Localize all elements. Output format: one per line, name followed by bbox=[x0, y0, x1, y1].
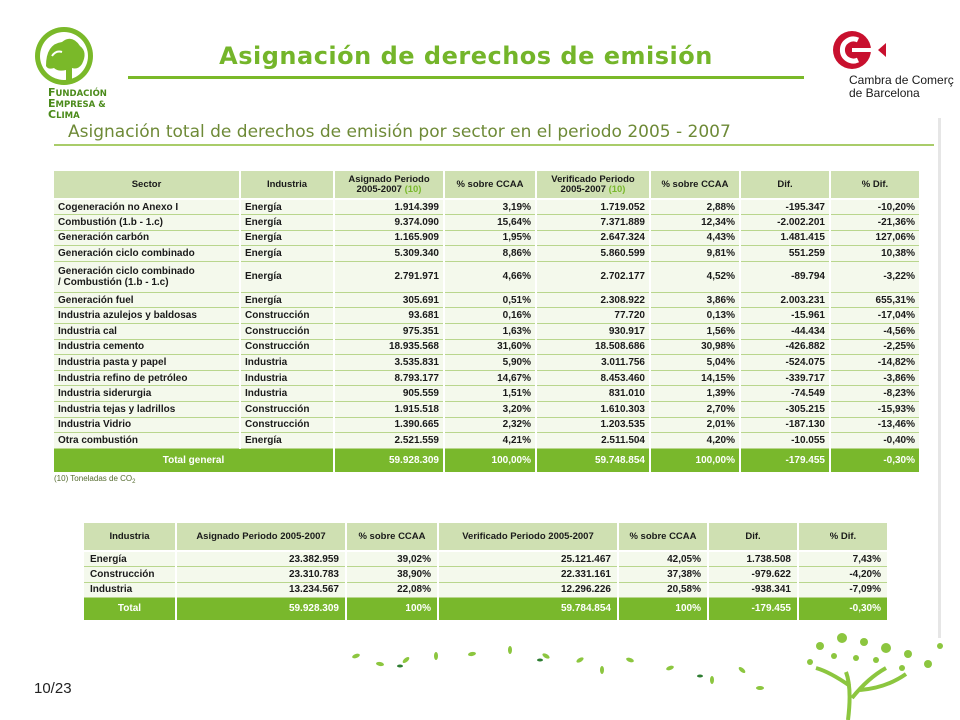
cell-sector: Cogeneración no Anexo I bbox=[54, 199, 240, 215]
cell-dif: -15.961 bbox=[740, 308, 830, 324]
industry-table bbox=[84, 523, 889, 620]
cell-asignado: 1.915.518 bbox=[334, 402, 444, 418]
cell-pct-ccaa: 31,60% bbox=[444, 339, 536, 355]
cell-pct-ccaa-verificado: 42,05% bbox=[618, 551, 708, 567]
cell-pct-dif: 127,06% bbox=[830, 230, 920, 246]
total-dif: -179.455 bbox=[708, 598, 798, 620]
header-asignado: Asignado Periodo 2005-2007 bbox=[176, 523, 346, 551]
cell-dif: -938.341 bbox=[708, 582, 798, 598]
cell-pct-dif: -13,46% bbox=[830, 417, 920, 433]
cell-pct-ccaa: 8,86% bbox=[444, 246, 536, 262]
cell-pct-ccaa-verificado: 30,98% bbox=[650, 339, 740, 355]
cell-dif: 1.738.508 bbox=[708, 551, 798, 567]
cell-pct-dif: 10,38% bbox=[830, 246, 920, 262]
total-dif: -179.455 bbox=[740, 448, 830, 472]
cell-asignado: 18.935.568 bbox=[334, 339, 444, 355]
cell-asignado: 5.309.340 bbox=[334, 246, 444, 262]
cell-pct-dif: -7,09% bbox=[798, 582, 888, 598]
cell-verificado: 77.720 bbox=[536, 308, 650, 324]
header-pct-ccaa: % sobre CCAA bbox=[346, 523, 438, 551]
table-header-row bbox=[54, 171, 920, 199]
cell-verificado: 5.860.599 bbox=[536, 246, 650, 262]
cell-asignado: 93.681 bbox=[334, 308, 444, 324]
cell-asignado: 1.390.665 bbox=[334, 417, 444, 433]
cell-asignado: 8.793.177 bbox=[334, 370, 444, 386]
total-total-label: Total general bbox=[54, 448, 334, 472]
cell-asignado: 3.535.831 bbox=[334, 355, 444, 371]
header-dif: Dif. bbox=[740, 171, 830, 199]
cell-industria: Energía bbox=[240, 246, 334, 262]
cell-pct-dif: -3,22% bbox=[830, 261, 920, 292]
cell-industria: Energía bbox=[84, 551, 176, 567]
header-sector: Sector bbox=[54, 171, 240, 199]
cell-pct-ccaa-verificado: 1,56% bbox=[650, 324, 740, 340]
cell-pct-ccaa: 39,02% bbox=[346, 551, 438, 567]
cell-industria: Construcción bbox=[240, 402, 334, 418]
cell-dif: -524.075 bbox=[740, 355, 830, 371]
cell-pct-ccaa: 4,21% bbox=[444, 433, 536, 449]
cell-sector: Industria cemento bbox=[54, 339, 240, 355]
cell-industria: Energía bbox=[240, 261, 334, 292]
cell-asignado: 9.374.090 bbox=[334, 215, 444, 231]
table-row bbox=[54, 261, 920, 292]
header-industria: Industria bbox=[84, 523, 176, 551]
cell-verificado: 3.011.756 bbox=[536, 355, 650, 371]
table-row bbox=[84, 567, 888, 583]
cell-industria: Energía bbox=[240, 199, 334, 215]
cell-pct-dif: -21,36% bbox=[830, 215, 920, 231]
cell-pct-ccaa-verificado: 20,58% bbox=[618, 582, 708, 598]
cell-sector: Generación fuel bbox=[54, 292, 240, 308]
total-pct-dif: -0,30% bbox=[798, 598, 888, 620]
cell-pct-ccaa: 1,95% bbox=[444, 230, 536, 246]
cell-verificado: 1.203.535 bbox=[536, 417, 650, 433]
cell-dif: 2.003.231 bbox=[740, 292, 830, 308]
header-pct-dif: % Dif. bbox=[798, 523, 888, 551]
header-pct-ccaa-verificado: % sobre CCAA bbox=[618, 523, 708, 551]
cell-industria: Industria bbox=[240, 370, 334, 386]
cell-pct-ccaa: 0,16% bbox=[444, 308, 536, 324]
cell-pct-dif: 655,31% bbox=[830, 292, 920, 308]
cell-pct-dif: -8,23% bbox=[830, 386, 920, 402]
cell-pct-ccaa-verificado: 1,39% bbox=[650, 386, 740, 402]
cell-dif: -426.882 bbox=[740, 339, 830, 355]
table-row bbox=[54, 339, 920, 355]
cell-asignado: 305.691 bbox=[334, 292, 444, 308]
cell-industria: Construcción bbox=[240, 417, 334, 433]
table-row bbox=[54, 324, 920, 340]
table-row bbox=[54, 246, 920, 262]
cell-verificado: 18.508.686 bbox=[536, 339, 650, 355]
cell-industria: Construcción bbox=[240, 308, 334, 324]
cell-sector: Industria refino de petróleo bbox=[54, 370, 240, 386]
cell-pct-ccaa-verificado: 2,70% bbox=[650, 402, 740, 418]
table-row bbox=[54, 370, 920, 386]
cell-pct-ccaa: 0,51% bbox=[444, 292, 536, 308]
cell-pct-dif: 7,43% bbox=[798, 551, 888, 567]
cell-sector: Industria siderurgia bbox=[54, 386, 240, 402]
cell-verificado: 12.296.226 bbox=[438, 582, 618, 598]
cell-dif: 1.481.415 bbox=[740, 230, 830, 246]
cambra-c-arrow-icon bbox=[832, 30, 892, 72]
header-pct-dif: % Dif. bbox=[830, 171, 920, 199]
cell-pct-ccaa: 15,64% bbox=[444, 215, 536, 231]
cell-asignado: 2.791.971 bbox=[334, 261, 444, 292]
cell-pct-ccaa-verificado: 4,43% bbox=[650, 230, 740, 246]
total-pct-ccaa: 100,00% bbox=[444, 448, 536, 472]
total-pct-ccaa: 100% bbox=[346, 598, 438, 620]
cell-sector: Industria cal bbox=[54, 324, 240, 340]
total-asignado: 59.928.309 bbox=[176, 598, 346, 620]
cell-verificado: 22.331.161 bbox=[438, 567, 618, 583]
total-verificado: 59.748.854 bbox=[536, 448, 650, 472]
cell-dif: -979.622 bbox=[708, 567, 798, 583]
cell-pct-ccaa: 4,66% bbox=[444, 261, 536, 292]
cell-dif: -195.347 bbox=[740, 199, 830, 215]
subtitle-underline bbox=[54, 144, 934, 146]
cell-pct-ccaa-verificado: 4,52% bbox=[650, 261, 740, 292]
total-row bbox=[54, 448, 920, 472]
cell-sector: Generación ciclo combinado / Combustión (1.b - 1.c) bbox=[54, 261, 240, 292]
cell-pct-ccaa: 14,67% bbox=[444, 370, 536, 386]
cell-sector: Industria pasta y papel bbox=[54, 355, 240, 371]
cell-pct-ccaa: 1,63% bbox=[444, 324, 536, 340]
cell-dif: -10.055 bbox=[740, 433, 830, 449]
table-row bbox=[54, 433, 920, 449]
cell-asignado: 23.382.959 bbox=[176, 551, 346, 567]
cell-dif: -74.549 bbox=[740, 386, 830, 402]
cell-asignado: 23.310.783 bbox=[176, 567, 346, 583]
cell-dif: -187.130 bbox=[740, 417, 830, 433]
total-pct-ccaa-verificado: 100,00% bbox=[650, 448, 740, 472]
cell-dif: -305.215 bbox=[740, 402, 830, 418]
header-dif: Dif. bbox=[708, 523, 798, 551]
tree-icon bbox=[790, 628, 950, 720]
cell-verificado: 1.719.052 bbox=[536, 199, 650, 215]
total-verificado: 59.784.854 bbox=[438, 598, 618, 620]
cell-verificado: 8.453.460 bbox=[536, 370, 650, 386]
cell-sector: Industria tejas y ladrillos bbox=[54, 402, 240, 418]
cell-verificado: 831.010 bbox=[536, 386, 650, 402]
cell-asignado: 975.351 bbox=[334, 324, 444, 340]
cell-asignado: 905.559 bbox=[334, 386, 444, 402]
cell-sector: Generación ciclo combinado bbox=[54, 246, 240, 262]
cell-pct-ccaa-verificado: 0,13% bbox=[650, 308, 740, 324]
cell-asignado: 1.914.399 bbox=[334, 199, 444, 215]
cell-pct-ccaa-verificado: 5,04% bbox=[650, 355, 740, 371]
cell-asignado: 2.521.559 bbox=[334, 433, 444, 449]
cell-asignado: 1.165.909 bbox=[334, 230, 444, 246]
footnote: (10) Toneladas de $CO_2$ bbox=[54, 474, 136, 485]
cell-pct-ccaa-verificado: 2,88% bbox=[650, 199, 740, 215]
table-row bbox=[54, 230, 920, 246]
table-row bbox=[54, 308, 920, 324]
title-underline bbox=[128, 76, 804, 79]
cell-pct-ccaa-verificado: 9,81% bbox=[650, 246, 740, 262]
total-row bbox=[84, 598, 888, 620]
cell-dif: -89.794 bbox=[740, 261, 830, 292]
cell-pct-dif: -0,40% bbox=[830, 433, 920, 449]
header-pct-ccaa-verificado: % sobre CCAA bbox=[650, 171, 740, 199]
cell-pct-ccaa-verificado: 14,15% bbox=[650, 370, 740, 386]
cell-dif: -339.717 bbox=[740, 370, 830, 386]
cell-pct-dif: -17,04% bbox=[830, 308, 920, 324]
cell-pct-ccaa: 5,90% bbox=[444, 355, 536, 371]
cell-pct-dif: -14,82% bbox=[830, 355, 920, 371]
cell-sector: Otra combustión bbox=[54, 433, 240, 449]
cell-industria: Construcción bbox=[240, 324, 334, 340]
cell-industria: Energía bbox=[240, 433, 334, 449]
total-industria: Total bbox=[84, 598, 176, 620]
cell-pct-dif: -2,25% bbox=[830, 339, 920, 355]
header-verificado: Verificado Periodo 2005-2007 bbox=[438, 523, 618, 551]
cell-verificado: 930.917 bbox=[536, 324, 650, 340]
table-row bbox=[84, 582, 888, 598]
tree-globe-icon bbox=[32, 26, 96, 88]
cell-sector: Industria Vidrio bbox=[54, 417, 240, 433]
cell-industria: Construcción bbox=[84, 567, 176, 583]
cell-verificado: 2.511.504 bbox=[536, 433, 650, 449]
header-verificado: Verificado Periodo 2005-2007 (10) bbox=[536, 171, 650, 199]
table-row bbox=[54, 292, 920, 308]
slide-frame-edge bbox=[938, 118, 941, 638]
cell-industria: Energía bbox=[240, 230, 334, 246]
cell-asignado: 13.234.567 bbox=[176, 582, 346, 598]
cell-verificado: 2.647.324 bbox=[536, 230, 650, 246]
cell-dif: -2.002.201 bbox=[740, 215, 830, 231]
cell-verificado: 1.610.303 bbox=[536, 402, 650, 418]
cell-pct-ccaa: 22,08% bbox=[346, 582, 438, 598]
cell-pct-dif: -4,20% bbox=[798, 567, 888, 583]
total-pct-ccaa-verificado: 100% bbox=[618, 598, 708, 620]
cambra-barcelona-logo: Cambra de Comerç de Barcelona bbox=[832, 30, 960, 100]
cell-industria: Industria bbox=[240, 355, 334, 371]
cell-verificado: 2.308.922 bbox=[536, 292, 650, 308]
page-number: 10/23 bbox=[34, 680, 72, 697]
cell-pct-ccaa-verificado: 12,34% bbox=[650, 215, 740, 231]
cell-pct-ccaa: 3,19% bbox=[444, 199, 536, 215]
cell-pct-ccaa: 3,20% bbox=[444, 402, 536, 418]
cell-pct-dif: -3,86% bbox=[830, 370, 920, 386]
table-row bbox=[54, 355, 920, 371]
cell-pct-ccaa-verificado: 4,20% bbox=[650, 433, 740, 449]
cell-industria: Energía bbox=[240, 215, 334, 231]
cell-sector: Generación carbón bbox=[54, 230, 240, 246]
cell-verificado: 2.702.177 bbox=[536, 261, 650, 292]
cell-industria: Construcción bbox=[240, 339, 334, 355]
cell-pct-ccaa-verificado: 37,38% bbox=[618, 567, 708, 583]
table-row bbox=[54, 417, 920, 433]
cell-verificado: 25.121.467 bbox=[438, 551, 618, 567]
cell-industria: Industria bbox=[84, 582, 176, 598]
sector-table bbox=[54, 171, 921, 472]
cell-pct-ccaa-verificado: 3,86% bbox=[650, 292, 740, 308]
cell-pct-dif: -10,20% bbox=[830, 199, 920, 215]
table-header-row bbox=[84, 523, 888, 551]
cell-pct-ccaa: 1,51% bbox=[444, 386, 536, 402]
total-asignado: 59.928.309 bbox=[334, 448, 444, 472]
table-row bbox=[54, 402, 920, 418]
cell-pct-dif: -4,56% bbox=[830, 324, 920, 340]
cell-sector: Industria azulejos y baldosas bbox=[54, 308, 240, 324]
header-industria: Industria bbox=[240, 171, 334, 199]
cell-pct-ccaa: 2,32% bbox=[444, 417, 536, 433]
cell-dif: 551.259 bbox=[740, 246, 830, 262]
cell-dif: -44.434 bbox=[740, 324, 830, 340]
table-subtitle: Asignación total de derechos de emisión por sector en el periodo 2005 - 2007 bbox=[68, 122, 731, 142]
fundacion-empresa-clima-logo: FUNDACIÓN EMPRESA & CLIMA bbox=[28, 26, 128, 122]
header-pct-ccaa: % sobre CCAA bbox=[444, 171, 536, 199]
table-row bbox=[54, 215, 920, 231]
cell-verificado: 7.371.889 bbox=[536, 215, 650, 231]
total-pct-dif: -0,30% bbox=[830, 448, 920, 472]
cell-pct-ccaa-verificado: 2,01% bbox=[650, 417, 740, 433]
table-row bbox=[84, 551, 888, 567]
cell-industria: Industria bbox=[240, 386, 334, 402]
cell-sector: Combustión (1.b - 1.c) bbox=[54, 215, 240, 231]
table-row bbox=[54, 386, 920, 402]
page-title: Asignación de derechos de emisión bbox=[219, 42, 713, 70]
header-asignado: Asignado Periodo 2005-2007 (10) bbox=[334, 171, 444, 199]
cell-pct-dif: -15,93% bbox=[830, 402, 920, 418]
table-row bbox=[54, 199, 920, 215]
cell-industria: Energía bbox=[240, 292, 334, 308]
cell-pct-ccaa: 38,90% bbox=[346, 567, 438, 583]
